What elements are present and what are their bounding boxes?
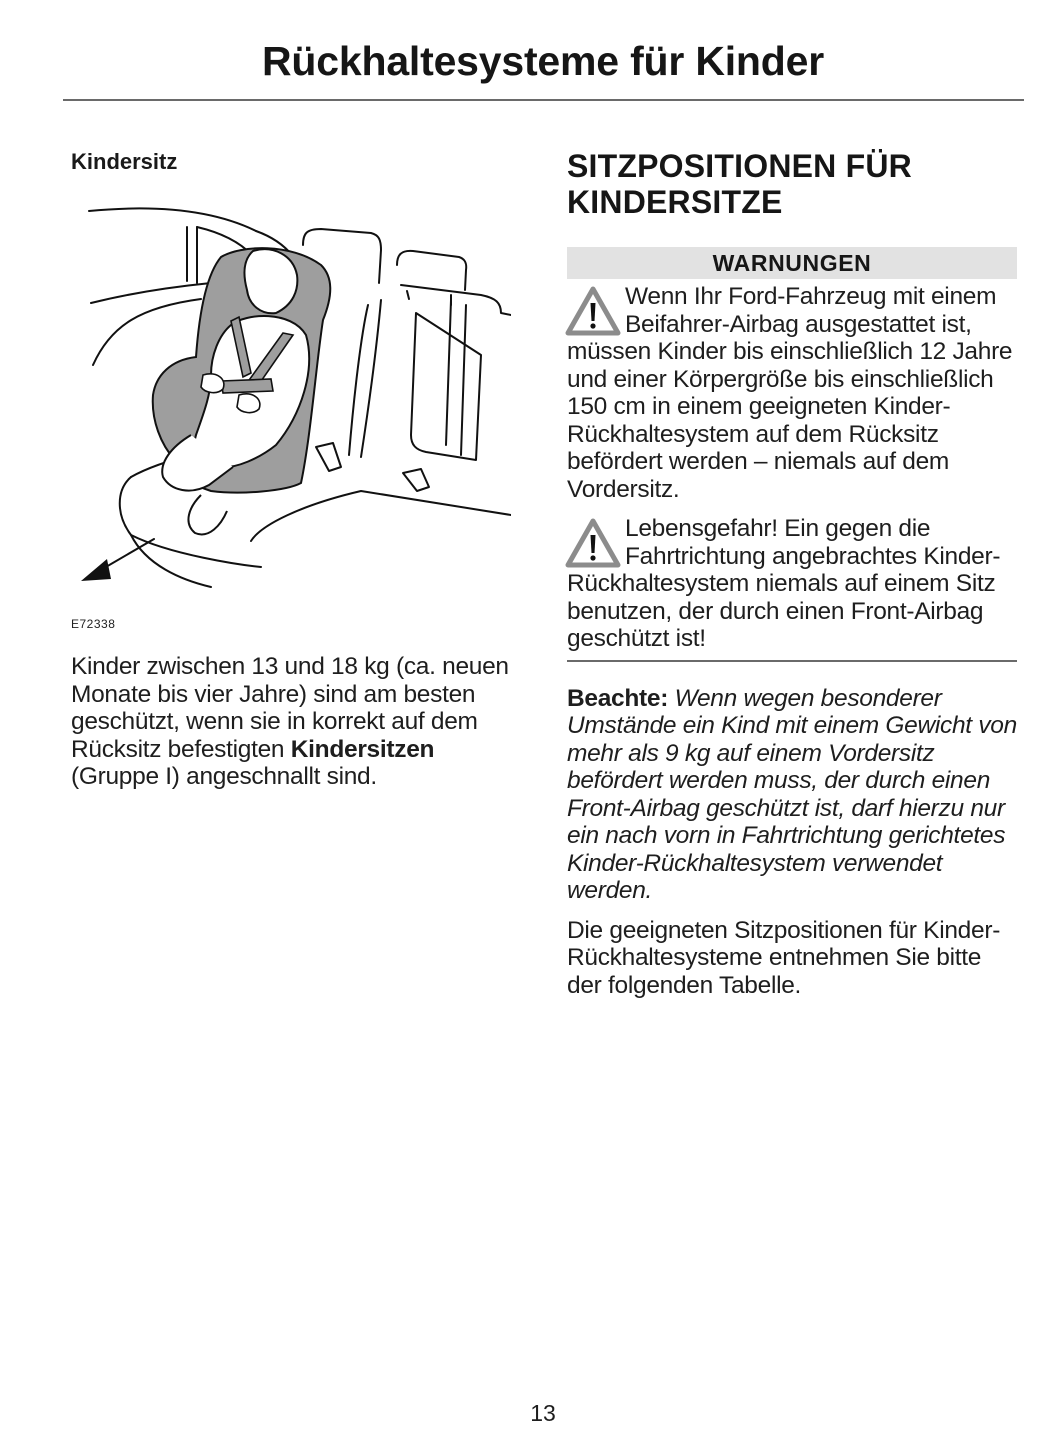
right-column bbox=[567, 145, 1017, 999]
paragraph-text-end: (Gruppe I) angeschnallt sind. bbox=[71, 763, 377, 790]
page-number: 13 bbox=[530, 1400, 556, 1426]
child-seat-drawing bbox=[71, 195, 511, 605]
paragraph-text: Kinder zwischen 13 und 18 kg (ca. neuen Monate bis vier Jahre) sind am besten geschützt, wenn sie in korrekt auf dem Rücksitz befestigten bbox=[71, 653, 509, 763]
warning-triangle-icon bbox=[565, 285, 621, 337]
paragraph-bold-term: Kindersitzen bbox=[290, 735, 435, 763]
warning-text: Wenn Ihr Ford-Fahrzeug mit einem Beifahrer-Airbag ausgestattet ist, müssen Kinder bis einschließlich 12 Jahre und einer Körpergröße bis einschließlich 150 cm in einem geeigneten Kinder-Rückhaltesystem auf dem Rücksitz befördert werden – niemals auf dem Vordersitz. bbox=[567, 283, 1013, 503]
section-subheading: Kindersitz bbox=[71, 149, 178, 174]
section-heading: SITZPOSITIONEN FÜR KINDERSITZE bbox=[567, 148, 912, 220]
table-reference-paragraph: Die geeigneten Sitzpositionen für Kinder-Rückhaltesysteme entnehmen Sie bitte der folgenden Tabelle. bbox=[567, 916, 1001, 999]
warning-item bbox=[567, 515, 1017, 653]
warning-item bbox=[567, 283, 1017, 503]
figure-id: E72338 bbox=[71, 617, 116, 631]
warning-triangle-icon bbox=[565, 517, 621, 569]
child-seat-illustration bbox=[71, 195, 511, 605]
page-title: Rückhaltesysteme für Kinder bbox=[262, 38, 824, 84]
warnings-banner: WARNUNGEN bbox=[567, 247, 1017, 279]
left-column bbox=[71, 145, 526, 791]
title-divider bbox=[63, 99, 1024, 101]
note-paragraph bbox=[567, 685, 1017, 905]
note-label: Beachte: bbox=[567, 684, 669, 712]
intro-paragraph bbox=[71, 653, 526, 791]
note-text: Wenn wegen besonderer Umstände ein Kind mit einem Gewicht von mehr als 9 kg auf einem Vordersitz befördert werden muss, der durch einen Front-Airbag geschützt ist, darf hierzu nur ein nach vorn in Fahrtrichtung gerichtetes Kinder-Rückhaltesystem verwendet werden. bbox=[567, 684, 1017, 904]
warning-text: Lebensgefahr! Ein gegen die Fahrtrichtung angebrachtes Kinder-Rückhaltesystem niemals auf einem Sitz benutzen, der durch einen Front-Airbag geschützt ist! bbox=[567, 515, 1001, 652]
warnings-divider bbox=[567, 660, 1017, 662]
